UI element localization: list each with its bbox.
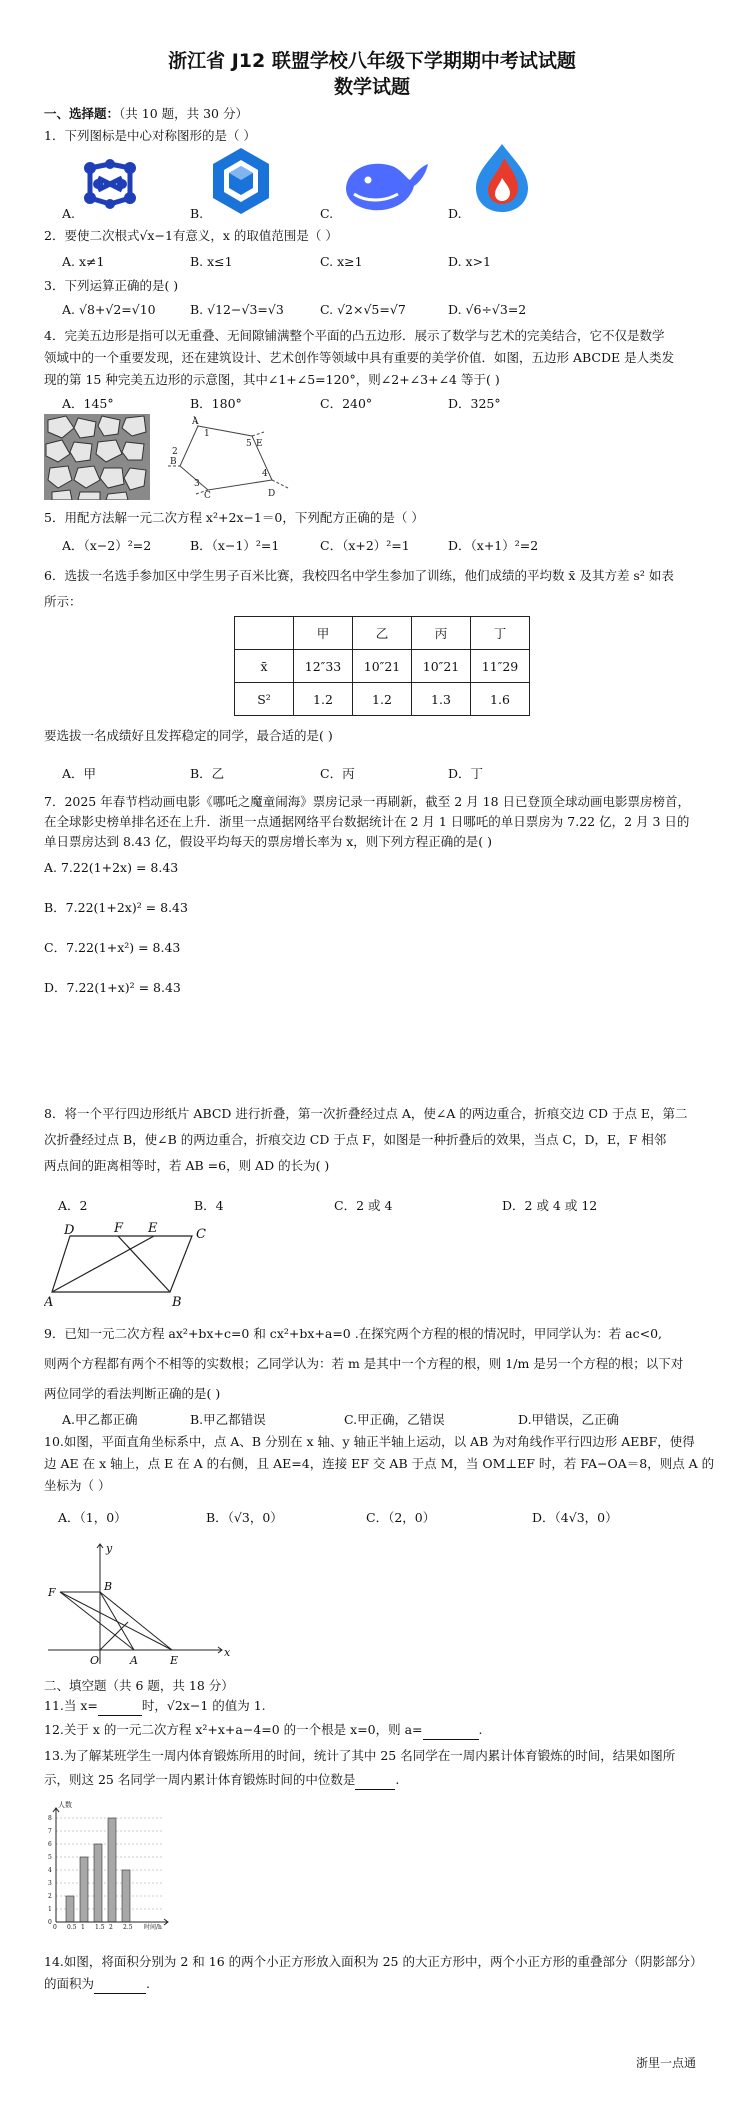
q3-option-a[interactable]: A. √8+√2=√10 (62, 302, 156, 317)
q4-pentagon-figure (160, 414, 320, 503)
q10-line-1: 10.如图，平面直角坐标系中，点 A、B 分别在 x 轴、y 轴正半轴上运动，以 AB 为对角线作平行四边形 AEBF，使得 (44, 1434, 695, 1449)
q5-option-a[interactable]: A．（x−2）²=2 (62, 538, 152, 553)
q1-option-c[interactable]: C. (320, 206, 334, 221)
coord-label-a: A (130, 1654, 138, 1667)
section-one-label: 一、选择题： (44, 106, 120, 121)
q10-line-3: 坐标为（ ） (44, 1478, 111, 1493)
q9-option-c[interactable]: C.甲正确，乙错误 (344, 1412, 445, 1427)
histogram-y-tick-label: 4 (48, 1867, 52, 1874)
parallelogram-label-c: C (196, 1227, 206, 1242)
q4-line-1: 4．完美五边形是指可以无重叠、无间隙铺满整个平面的凸五边形．展示了数学与艺术的完美结合，它不仅是数学 (44, 328, 665, 343)
q4-line-2: 领域中的一个重要发现，还在建筑设计、艺术创作等领域中具有重要的美学价值．如图，五边形 ABCDE 是人类发 (44, 350, 675, 365)
q1-option-d[interactable]: D. (448, 206, 462, 221)
q2-option-b[interactable]: B. x≤1 (190, 254, 233, 269)
q4-tiling-image (44, 414, 150, 503)
q4-option-a[interactable]: A．145° (62, 396, 114, 411)
table-cell: 1.2 (353, 683, 412, 716)
q14-line-2 (44, 1974, 150, 1994)
pentagon-label-b: B (170, 457, 177, 467)
histogram-x-tick-label: 0.5 (67, 1924, 77, 1930)
table-cell: 11″29 (471, 650, 530, 683)
q4-line-3: 现的第 15 种完美五边形的示意图，其中∠1+∠5=120°，则∠2+∠3+∠4 等于( ) (44, 372, 500, 387)
q12-text-before: 12.关于 x 的一元二次方程 x²+x+a−4=0 的一个根是 x=0，则 a= (44, 1722, 423, 1737)
q5-option-b[interactable]: B．（x−1）²=1 (190, 538, 280, 553)
coord-label-x: x (224, 1646, 231, 1659)
parallelogram-label-d: D (64, 1223, 75, 1238)
q14-answer-blank[interactable] (94, 1979, 146, 1994)
q6-option-a[interactable]: A．甲 (62, 766, 97, 781)
pentagon-angle-4: 4 (262, 469, 268, 479)
q2-option-d[interactable]: D. x>1 (448, 254, 491, 269)
coord-label-y: y (106, 1542, 113, 1555)
q10-option-b[interactable]: B．（√3，0） (206, 1510, 283, 1525)
q13-line-1: 13.为了解某班学生一周内体育锻炼所用的时间，统计了其中 25 名同学在一周内累计体育锻炼的时间，结果如图所 (44, 1748, 676, 1763)
q2-stem: 2．要使二次根式√x−1有意义，x 的取值范围是（ ） (44, 228, 338, 243)
histogram-bar-1.5 (94, 1844, 102, 1922)
q3-stem: 3．下列运算正确的是( ) (44, 278, 179, 293)
pentagon-angle-5: 5 (246, 439, 252, 449)
q8-parallelogram-figure (44, 1222, 214, 1311)
q6-option-c[interactable]: C．丙 (320, 766, 355, 781)
q1-option-b[interactable]: B. (190, 206, 204, 221)
table-header-cell (235, 617, 294, 650)
section-one-heading (44, 104, 248, 124)
section-one-info: （共 10 题，共 30 分） (119, 106, 248, 121)
q4-option-d[interactable]: D．325° (448, 396, 501, 411)
q13-histogram (44, 1800, 184, 1933)
q6-question: 要选拔一名成绩好且发挥稳定的同学，最合适的是( ) (44, 728, 333, 743)
q3-option-b[interactable]: B. √12−√3=√3 (190, 302, 284, 317)
q2-option-a[interactable]: A. x≠1 (62, 254, 105, 269)
q11-stem (44, 1696, 266, 1716)
coord-label-f: F (48, 1586, 56, 1599)
q8-line-2: 次折叠经过点 B，使∠B 的两边重合，折痕交边 CD 于点 F，如图是一种折叠后的效果，当点 C，D，E，F 相邻 (44, 1132, 667, 1147)
histogram-y-tick-label: 7 (48, 1828, 52, 1835)
coord-label-o: O (90, 1654, 100, 1667)
footer-watermark: 浙里一点通 (636, 2056, 697, 2070)
parallelogram-label-b: B (172, 1295, 182, 1308)
histogram-y-tick-label: 6 (48, 1841, 52, 1848)
pentagon-label-d: D (268, 489, 276, 499)
flame-drop-logo-icon (470, 140, 534, 219)
q10-option-a[interactable]: A．（1，0） (58, 1510, 127, 1525)
histogram-bar-1 (80, 1857, 88, 1922)
pentagon-label-c: C (204, 491, 211, 500)
histogram-x-tick-label: 2.5 (123, 1924, 133, 1930)
q8-option-a[interactable]: A．2 (58, 1198, 88, 1213)
page-subtitle: 数学试题 (333, 76, 410, 98)
histogram-x-tick-label: 2 (109, 1924, 113, 1930)
histogram-y-label: 人数 (58, 1801, 72, 1809)
table-row (235, 683, 530, 716)
parallelogram-label-e: E (148, 1222, 158, 1236)
q8-option-c[interactable]: C．2 或 4 (334, 1198, 393, 1213)
q7-option-c[interactable]: C．7.22(1+x²) = 8.43 (44, 940, 181, 955)
table-header-cell: 甲 (294, 617, 353, 650)
q11-text-after: 时，√2x−1 的值为 1. (141, 1698, 266, 1713)
table-header-cell: 丁 (471, 617, 530, 650)
q1-option-a[interactable]: A. (62, 206, 76, 221)
q13-line-2 (44, 1770, 399, 1790)
q1-stem: 1．下列图标是中心对称图形的是（ ） (44, 128, 256, 143)
q2-option-c[interactable]: C. x≥1 (320, 254, 363, 269)
q3-option-d[interactable]: D. √6÷√3=2 (448, 302, 527, 317)
q10-line-2: 边 AE 在 x 轴上，点 E 在 A 的右侧，且 AE=4，连接 EF 交 AB 于点 M，当 OM⊥EF 时，若 FA−OA＝8，则点 A 的 (44, 1456, 715, 1471)
table-cell: 1.6 (471, 683, 530, 716)
q7-option-d[interactable]: D．7.22(1+x)² = 8.43 (44, 980, 181, 995)
histogram-y-tick-label: 1 (48, 1906, 52, 1913)
table-header-cell: 丙 (412, 617, 471, 650)
pentagon-angle-1: 1 (204, 429, 210, 439)
q10-coordinate-figure (44, 1540, 234, 1673)
q6-option-b[interactable]: B．乙 (190, 766, 225, 781)
q11-answer-blank[interactable] (98, 1701, 142, 1716)
coord-label-e: E (170, 1654, 179, 1667)
q12-stem (44, 1720, 483, 1740)
parallelogram-label-f: F (114, 1222, 124, 1236)
q11-text-before: 11.当 x= (44, 1698, 98, 1713)
histogram-y-tick-label: 5 (48, 1854, 52, 1861)
coord-label-b: B (104, 1580, 113, 1593)
q5-option-d[interactable]: D．（x+1）²=2 (448, 538, 539, 553)
table-cell: 12″33 (294, 650, 353, 683)
q4-option-c[interactable]: C．240° (320, 396, 373, 411)
q9-line-3: 两位同学的看法判断正确的是( ) (44, 1386, 221, 1401)
cube-hexagon-logo-icon (210, 146, 272, 219)
q9-option-d[interactable]: D.甲错误，乙正确 (518, 1412, 620, 1427)
q9-line-2: 则两个方程都有两个不相等的实数根；乙同学认为：若 m 是其中一个方程的根，则 1/m 是另一个方程的根；以下对 (44, 1356, 684, 1371)
page-title: 浙江省 J12 联盟学校八年级下学期期中考试试题 (168, 50, 576, 72)
parallelogram-label-a: A (44, 1295, 54, 1308)
histogram-bar-2.5 (122, 1870, 130, 1922)
q7-line-3: 单日票房达到 8.43 亿，假设平均每天的票房增长率为 x，则下列方程正确的是( ) (44, 834, 493, 849)
histogram-x-tick-label: 1 (81, 1924, 85, 1930)
table-cell: 10″21 (412, 650, 471, 683)
q9-line-1: 9．已知一元二次方程 ax²+bx+c=0 和 cx²+bx+a=0 .在探究两个方程的根的情况时，甲同学认为：若 ac<0, (44, 1326, 663, 1341)
table-cell: x̄ (235, 650, 294, 683)
table-cell: S² (235, 683, 294, 716)
q14-text-end: . (146, 1976, 150, 1991)
q10-option-d[interactable]: D．（4√3，0） (532, 1510, 618, 1525)
q8-line-1: 8．将一个平行四边形纸片 ABCD 进行折叠，第一次折叠经过点 A，使∠A 的两边重合，折痕交边 CD 于点 E，第二 (44, 1106, 688, 1121)
molecule-hexagon-logo-icon (78, 152, 142, 219)
table-cell: 1.2 (294, 683, 353, 716)
q10-option-c[interactable]: C．（2，0） (366, 1510, 436, 1525)
q12-answer-blank[interactable] (423, 1725, 479, 1740)
histogram-y-tick-label: 2 (48, 1893, 52, 1900)
table-cell: 1.3 (412, 683, 471, 716)
histogram-bar-0.5 (66, 1896, 74, 1922)
pentagon-angle-3: 3 (194, 479, 200, 489)
q7-line-1: 7．2025 年春节档动画电影《哪吒之魔童闹海》票房记录一再刷新，截至 2 月 18 日已登顶全球动画电影票房榜首， (44, 794, 690, 809)
q8-option-d[interactable]: D．2 或 4 或 12 (502, 1198, 598, 1213)
q7-option-a[interactable]: A. 7.22(1+2x) = 8.43 (44, 860, 179, 875)
q3-option-c[interactable]: C. √2×√5=√7 (320, 302, 406, 317)
whale-logo-icon (340, 150, 430, 219)
q6-option-d[interactable]: D．丁 (448, 766, 484, 781)
q12-text-after: . (478, 1722, 483, 1737)
q13-answer-blank[interactable] (355, 1775, 395, 1790)
histogram-svg (44, 1800, 184, 1930)
histogram-x-tick-label: 0 (53, 1924, 57, 1930)
table-row (235, 650, 530, 683)
q8-line-3: 两点间的距离相等时，若 AB =6，则 AD 的长为( ) (44, 1158, 330, 1173)
pentagon-label-a: A (192, 417, 199, 427)
q14-text: 的面积为 (44, 1976, 95, 1991)
pentagon-label-e: E (256, 439, 263, 449)
histogram-x-label: 时间/h (144, 1924, 162, 1930)
q6-line-1: 6．选拔一名选手参加区中学生男子百米比赛，我校四名中学生参加了训练，他们成绩的平均数 x̄ 及其方差 s² 如表 (44, 568, 674, 583)
q13-text-end: . (395, 1772, 400, 1787)
q6-stats-table (234, 616, 530, 716)
q9-option-b[interactable]: B.甲乙都错误 (190, 1412, 266, 1427)
histogram-y-tick-label: 0 (48, 1919, 52, 1926)
q13-text: 示，则这 25 名同学一周内累计体育锻炼时间的中位数是 (44, 1772, 356, 1787)
q5-option-c[interactable]: C．（x+2）²=1 (320, 538, 410, 553)
q7-option-b[interactable]: B．7.22(1+2x)² = 8.43 (44, 900, 188, 915)
section-two-heading: 二、填空题（共 6 题，共 18 分） (44, 1678, 234, 1693)
table-cell: 10″21 (353, 650, 412, 683)
q8-option-b[interactable]: B．4 (194, 1198, 224, 1213)
table-header-cell: 乙 (353, 617, 412, 650)
pentagon-angle-2: 2 (172, 447, 178, 457)
q4-option-b[interactable]: B．180° (190, 396, 242, 411)
histogram-y-tick-label: 3 (48, 1880, 52, 1887)
q14-line-1: 14.如图，将面积分别为 2 和 16 的两个小正方形放入面积为 25 的大正方形中，两个小正方形的重叠部分（阴影部分） (44, 1954, 703, 1969)
q6-line-2: 所示： (44, 594, 82, 609)
q9-option-a[interactable]: A.甲乙都正确 (62, 1412, 138, 1427)
histogram-x-tick-label: 1.5 (95, 1924, 105, 1930)
histogram-bar-2 (108, 1818, 116, 1922)
q5-stem: 5．用配方法解一元二次方程 x²+2x−1＝0，下列配方正确的是（ ） (44, 510, 424, 525)
table-header-row (235, 617, 530, 650)
q7-line-2: 在全球影史榜单排名还在上升．浙里一点通据网络平台数据统计在 2 月 1 日哪吒的单日票房为 7.22 亿，2 月 3 日的 (44, 814, 690, 829)
histogram-y-tick-label: 8 (48, 1815, 52, 1822)
